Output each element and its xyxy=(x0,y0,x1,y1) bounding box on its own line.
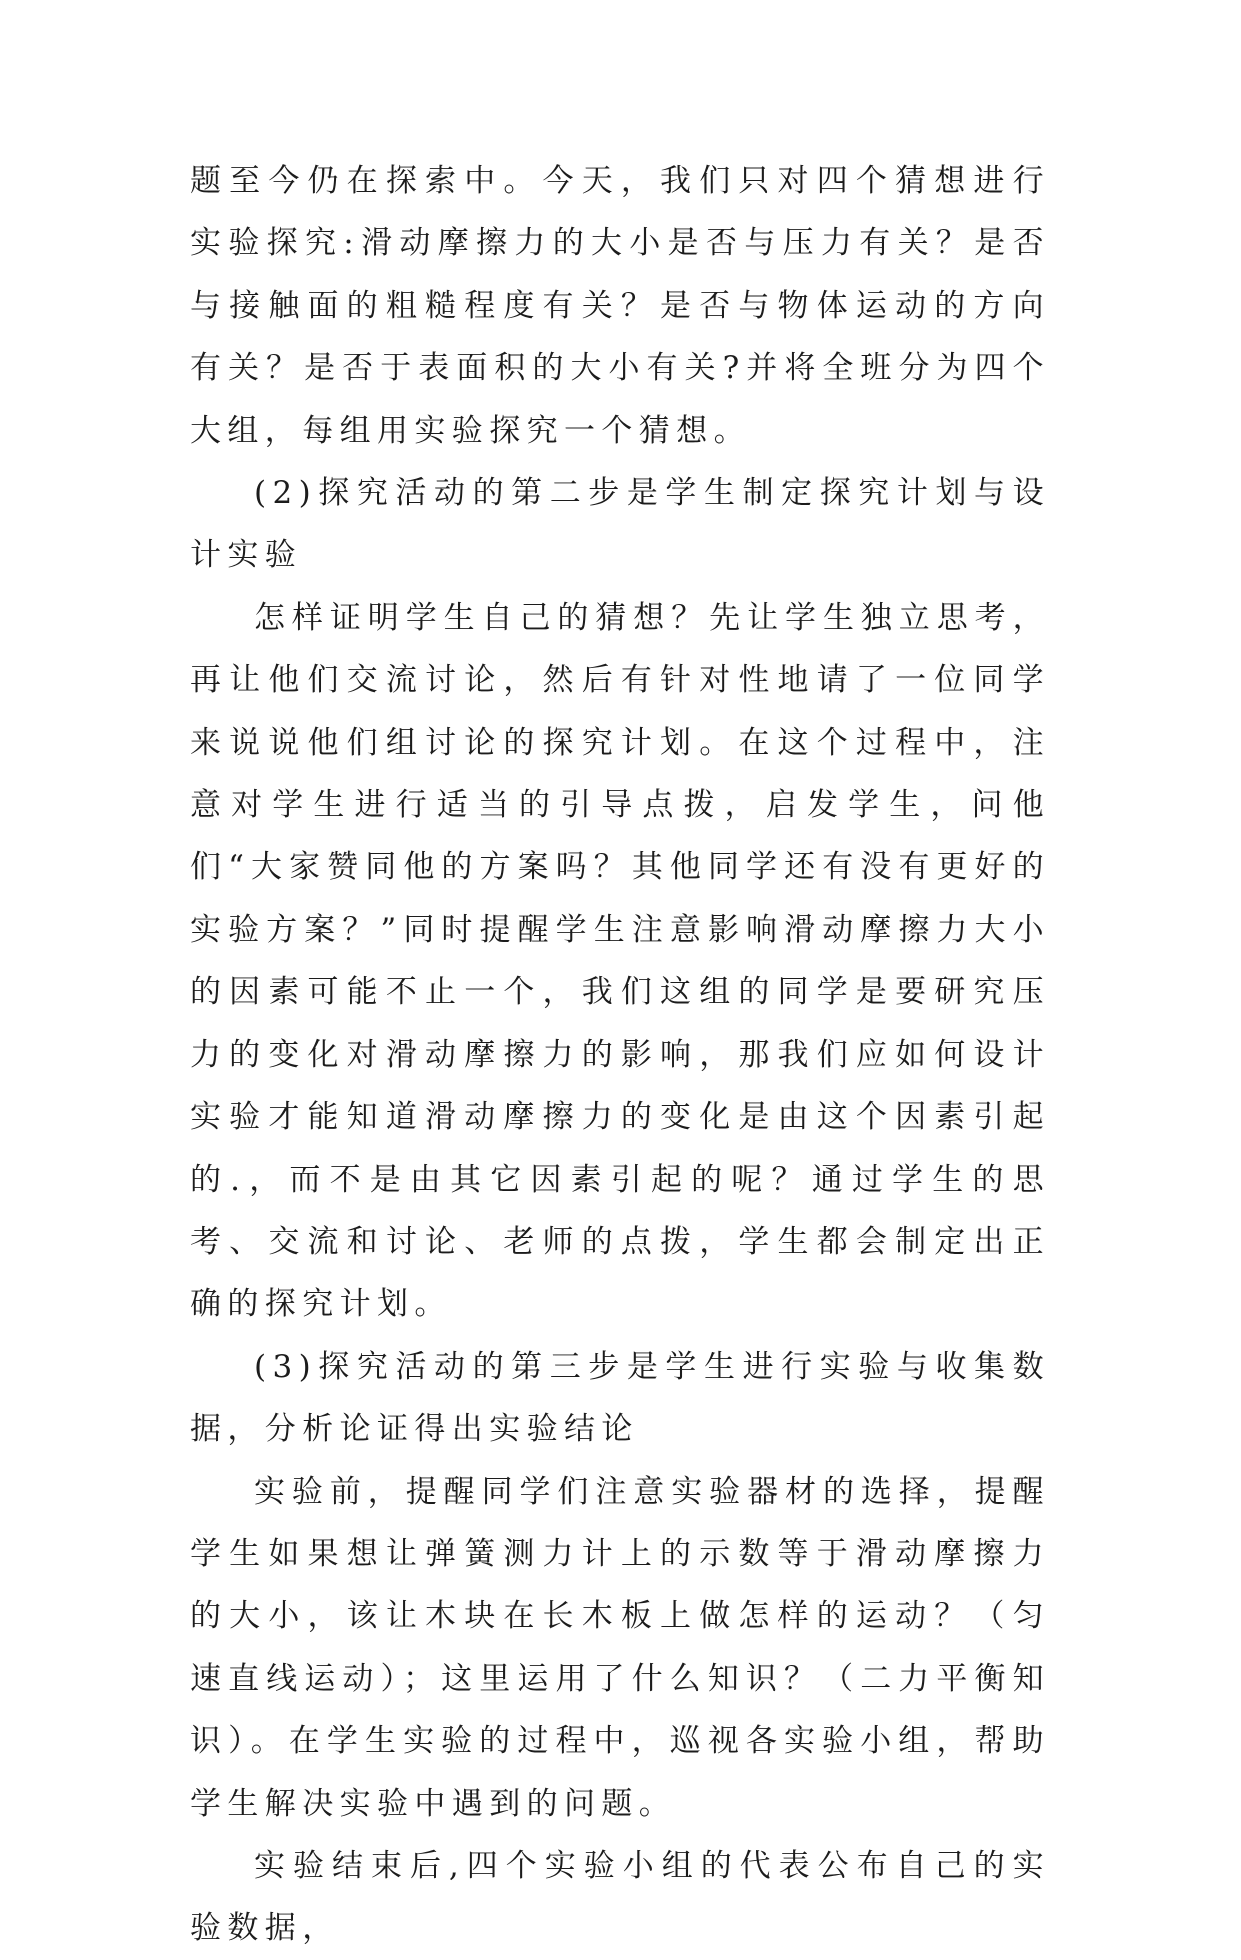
paragraph-step-3-heading: (3)探究活动的第三步是学生进行实验与收集数据，分析论证得出实验结论 xyxy=(190,1348,1050,1448)
paragraph-continuation: 题至今仍在探索中。今天，我们只对四个猜想进行实验探究:滑动摩擦力的大小是否与压力有关？是否与接触面的粗糙程度有关？是否与物体运动的方向有关？是否于表面积的大小有关?并将全班分为四个大组，每组用实验探究一个猜想。 xyxy=(190,163,1050,449)
paragraph-step-2-body: 怎样证明学生自己的猜想？先让学生独立思考，再让他们交流讨论，然后有针对性地请了一位同学来说说他们组讨论的探究计划。在这个过程中，注意对学生进行适当的引导点拨，启发学生，问他们“大家赞同他的方案吗？其他同学还有没有更好的实验方案？”同时提醒学生注意影响滑动摩擦力大小的因素可能不止一个，我们这组的同学是要研究压力的变化对滑动摩擦力的影响，那我们应如何设计实验才能知道滑动摩擦力的变化是由这个因素引起的.，而不是由其它因素引起的呢？通过学生的思考、交流和讨论、老师的点拨，学生都会制定出正确的探究计划。 xyxy=(190,599,1050,1323)
paragraph-step-3-body: 实验前，提醒同学们注意实验器材的选择，提醒学生如果想让弹簧测力计上的示数等于滑动摩擦力的大小，该让木块在长木板上做怎样的运动？（匀速直线运动）；这里运用了什么知识？（二力平衡知识）。在学生实验的过程中，巡视各实验小组，帮助学生解决实验中遇到的问题。 xyxy=(190,1473,1050,1822)
body-text xyxy=(190,150,1050,1960)
paragraph-step-2-heading: (2)探究活动的第二步是学生制定探究计划与设计实验 xyxy=(190,475,1050,574)
paragraph-after-experiment: 实验结束后,四个实验小组的代表公布自己的实验数据， xyxy=(190,1847,1050,1947)
